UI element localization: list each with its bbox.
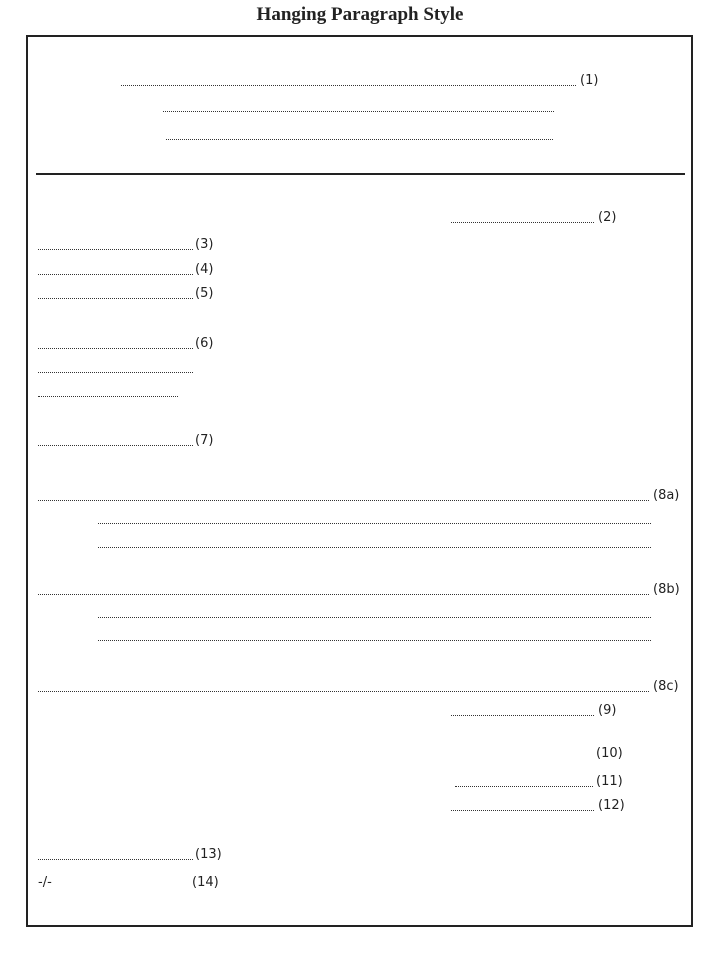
line-4 [38, 274, 193, 275]
label-14: (14) [192, 875, 219, 890]
label-8c: (8c) [653, 679, 679, 694]
line-6 [38, 348, 193, 349]
label-3: (3) [195, 237, 214, 252]
line-6c [38, 396, 178, 397]
line-13 [38, 859, 193, 860]
label-8a: (8a) [653, 488, 680, 503]
line-5 [38, 298, 193, 299]
page-title: Hanging Paragraph Style [256, 4, 464, 25]
line-8b [38, 594, 649, 595]
label-5: (5) [195, 286, 214, 301]
label-7: (7) [195, 433, 214, 448]
line-8c [38, 691, 649, 692]
label-10: (10) [596, 746, 623, 761]
line-8a [38, 500, 649, 501]
line-1b [163, 111, 554, 112]
label-1: (1) [580, 73, 599, 88]
line-3 [38, 249, 193, 250]
label-4: (4) [195, 262, 214, 277]
label-12: (12) [598, 798, 625, 813]
line-8b-3 [98, 640, 651, 641]
document-frame [26, 35, 693, 927]
label-2: (2) [598, 210, 617, 225]
line-1 [121, 85, 576, 86]
line-2 [451, 222, 594, 223]
line-7 [38, 445, 193, 446]
line-12 [451, 810, 594, 811]
line-1c [166, 139, 553, 140]
label-8b: (8b) [653, 582, 680, 597]
marker-14: -/- [38, 875, 52, 890]
label-6: (6) [195, 336, 214, 351]
line-6b [38, 372, 193, 373]
line-8a-2 [98, 523, 651, 524]
line-11 [455, 786, 593, 787]
line-8a-3 [98, 547, 651, 548]
line-8b-2 [98, 617, 651, 618]
line-9 [451, 715, 594, 716]
horizontal-rule [36, 173, 685, 175]
label-11: (11) [596, 774, 623, 789]
label-13: (13) [195, 847, 222, 862]
label-9: (9) [598, 703, 617, 718]
